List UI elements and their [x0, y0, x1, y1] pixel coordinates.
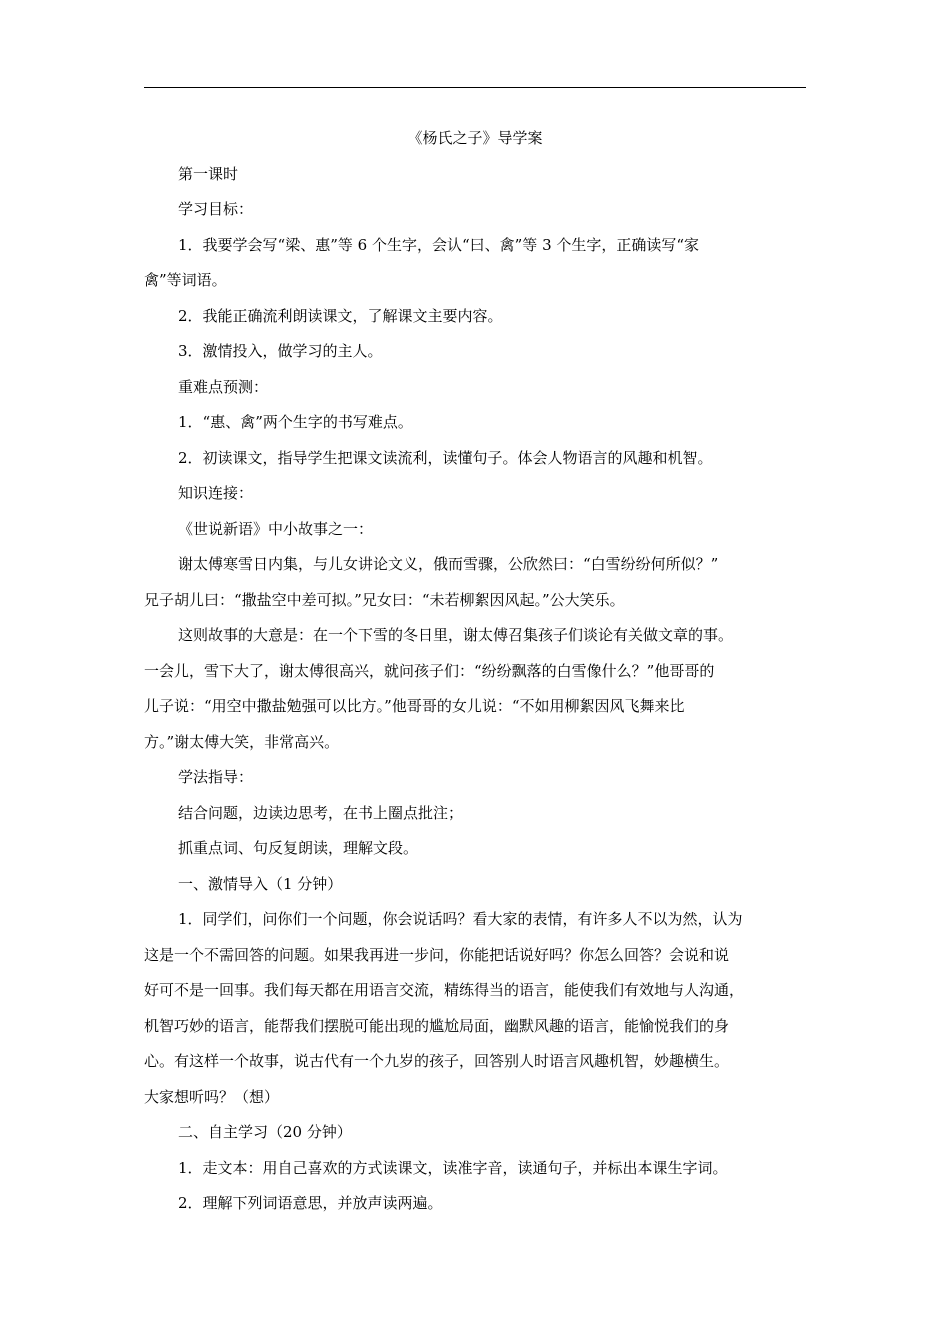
story-source: 《世说新语》中小故事之一：	[178, 519, 374, 538]
story-line-1: 谢太傅寒雪日内集，与儿女讲论文义，俄而雪骤，公欣然曰：“白雪纷纷何所似？”	[178, 555, 719, 573]
difficulty-1: 1．“惠、禽”两个生字的书写难点。	[178, 413, 413, 431]
objective-1-line-2: 禽”等词语。	[144, 271, 227, 289]
section-2-item-2: 2．理解下列词语意思，并放声读两遍。	[178, 1194, 443, 1212]
story-meaning-line-3: 儿子说：“用空中撒盐勉强可以比方。”他哥哥的女儿说：“不如用柳絮因风飞舞来比	[144, 697, 685, 715]
section-1-heading: 一、激情导入（1 分钟）	[178, 874, 343, 893]
section-1-line-5: 心。有这样一个故事，说古代有一个九岁的孩子，回答别人时语言风趣机智，妙趣横生。	[144, 1052, 730, 1070]
difficulty-2: 2．初读课文，指导学生把课文读流利，读懂句子。体会人物语言的风趣和机智。	[178, 448, 713, 467]
knowledge-heading: 知识连接：	[178, 484, 254, 502]
section-1-line-4: 机智巧妙的语言，能帮我们摆脱可能出现的尴尬局面，幽默风趣的语言，能愉悦我们的身	[144, 1016, 730, 1035]
section-1-line-2: 这是一个不需回答的问题。如果我再进一步问，你能把话说好吗？你怎么回答？会说和说	[144, 945, 730, 964]
method-1: 结合问题，边读边思考，在书上圈点批注；	[178, 803, 464, 822]
objective-1-line-1: 1．我要学会写“梁、惠”等 6 个生字，会认“曰、禽”等 3 个生字，正确读写“家	[178, 235, 700, 254]
objective-3: 3．激情投入，做学习的主人。	[178, 342, 383, 360]
story-meaning-line-2: 一会儿，雪下大了，谢太傅很高兴，就问孩子们：“纷纷飘落的白雪像什么？”他哥哥的	[144, 661, 715, 680]
document-body	[144, 121, 806, 1222]
method-2: 抓重点词、句反复朗读，理解文段。	[178, 839, 419, 857]
document-title: 《杨氏之子》导学案	[407, 129, 543, 147]
objective-2: 2．我能正确流利朗读课文，了解课文主要内容。	[178, 306, 503, 325]
objectives-heading: 学习目标：	[178, 200, 254, 218]
story-meaning-line-1: 这则故事的大意是：在一个下雪的冬日里，谢太傅召集孩子们谈论有关做文章的事。	[178, 626, 734, 644]
story-line-2: 兄子胡儿曰：“撒盐空中差可拟。”兄女曰：“未若柳絮因风起。”公大笑乐。	[144, 590, 625, 609]
method-heading: 学法指导：	[178, 768, 254, 786]
difficulty-heading: 重难点预测：	[178, 377, 269, 396]
section-1-line-6: 大家想听吗？（想）	[144, 1087, 280, 1106]
section-2-item-1: 1．走文本：用自己喜欢的方式读课文，读准字音，读通句子，并标出本课生字词。	[178, 1158, 728, 1177]
section-2-heading: 二、自主学习（20 分钟）	[178, 1123, 352, 1141]
section-1-line-3: 好可不是一回事。我们每天都在用语言交流，精练得当的语言，能使我们有效地与人沟通，	[144, 981, 745, 999]
lesson-label: 第一课时	[178, 164, 239, 183]
story-meaning-line-4: 方。”谢太傅大笑，非常高兴。	[144, 732, 340, 751]
section-1-line-1: 1．同学们，问你们一个问题，你会说话吗？看大家的表情，有许多人不以为然，认为	[178, 910, 743, 928]
header-rule	[144, 87, 806, 88]
